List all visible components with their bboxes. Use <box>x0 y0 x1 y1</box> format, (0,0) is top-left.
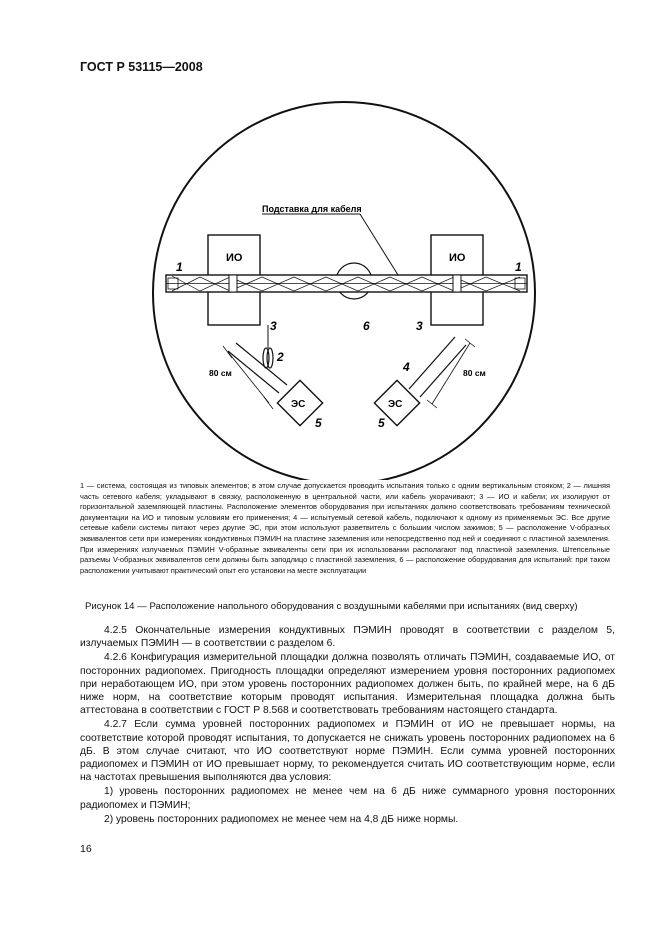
figure-caption: Рисунок 14 — Расположение напольного оборудования с воздушными кабелями при испытаниях (вид сверху) <box>85 601 578 612</box>
label-3-left: 3 <box>270 319 277 333</box>
cable-support-label: Подставка для кабеля <box>262 204 362 214</box>
label-5-left: 5 <box>315 416 322 430</box>
label-1-right: 1 <box>515 260 522 274</box>
es-right-label: ЭС <box>388 399 403 410</box>
legend-text: 1 — система, состоящая из типовых элементов; в этом случае допускается проводить испытания только с одним вертикальным стояком; 2 — лишняя часть сетевого кабеля; укладывают в связку, расположенную в центральной части, или кабель укорачивают; 3 — ИО и кабели; их изолируют от горизонтальной заземляющей пластины. Расположение элементов оборудования при испытаниях должно соответствовать требованиям технической документации на ИО и типовым условиям его применения; 4 — испытуемый сетевой кабель, подключают к одному из применяемых ЭС. Все другие сетевые кабели системы питают через другие ЭС, при этом используют разветвитель с большим числом зажимов; 5 — расположение V-образных эквивалентов сети при измерениях кондуктивных ПЭМИН на пластине заземления или непосредственно под ней и соединяют с пластиной заземления. При измерениях излучаемых ПЭМИН V-образные эквиваленты сети при их использовании располагают под пластиной заземления. Штепсельные разъемы V-образных эквивалентов сети должны быть заподлицо с пластиной заземления, 6 — расположение оборудования для испытаний: при таком расположении учитывают практический опыт его установки на месте эксплуатации <box>80 481 610 575</box>
dimension-right-label: 80 см <box>463 368 486 378</box>
cable-support-leader <box>360 214 398 275</box>
label-1-left: 1 <box>176 260 183 274</box>
label-5-right: 5 <box>378 416 385 430</box>
paragraph-condition-1: 1) уровень посторонних радиопомех не менее чем на 6 дБ ниже суммарного уровня посторонних радиопомех и ПЭМИН; <box>80 786 615 811</box>
paragraph-4-2-5: 4.2.5 Окончательные измерения кондуктивных ПЭМИН проводят в соответствии с разделом 5, излучаемых ПЭМИН — в соответствии с разделом 6. <box>80 625 615 650</box>
es-left-label: ЭС <box>291 399 306 410</box>
paragraph-4-2-7: 4.2.7 Если сумма уровней посторонних радиопомех и ПЭМИН от ИО не превышает нормы, на соответствие которой проводят испытания, то допускается не снижать уровень посторонних радиопомех на 6 дБ. В этом случае считают, что ИО соответствуют норме ПЭМИН. Если сумма уровней посторонних радиопомех и ПЭМИН от ИО превышает норму, то рекомендуется считать ИО соответствующим норме, если на частотах превышения выполняются два условия: <box>80 719 615 784</box>
document-header: ГОСТ Р 53115—2008 <box>80 60 203 74</box>
eut-left-label: ИО <box>226 252 243 264</box>
label-2: 2 <box>277 350 284 364</box>
page-number: 16 <box>80 843 92 855</box>
label-3-right: 3 <box>416 319 423 333</box>
figure-legend <box>80 481 610 576</box>
paragraph-4-2-6: 4.2.6 Конфигурация измерительной площадки должна позволять отличать ПЭМИН, создаваемые ИО, от посторонних радиопомех. Пригодность площадки определяют измерением уровня посторонних радиопомех при неработающем ИО, при этом уровень посторонних радиопомех должен быть, по крайней мере, на 6 дБ ниже норм, на соответствие которым проводят испытания. Измерительная площадка должна быть аттестована в соответствии с ГОСТ Р 8.568 и соответствовать требованиям настоящего стандарта. <box>80 652 615 717</box>
eut-right-label: ИО <box>449 252 466 264</box>
body-text <box>80 624 615 827</box>
power-cable-right <box>409 337 455 389</box>
dimension-left-label: 80 см <box>209 368 232 378</box>
paragraph-condition-2: 2) уровень посторонних радиопомех не менее чем на 4,8 дБ ниже нормы. <box>104 813 459 825</box>
label-4: 4 <box>403 360 410 374</box>
label-6: 6 <box>363 319 370 333</box>
